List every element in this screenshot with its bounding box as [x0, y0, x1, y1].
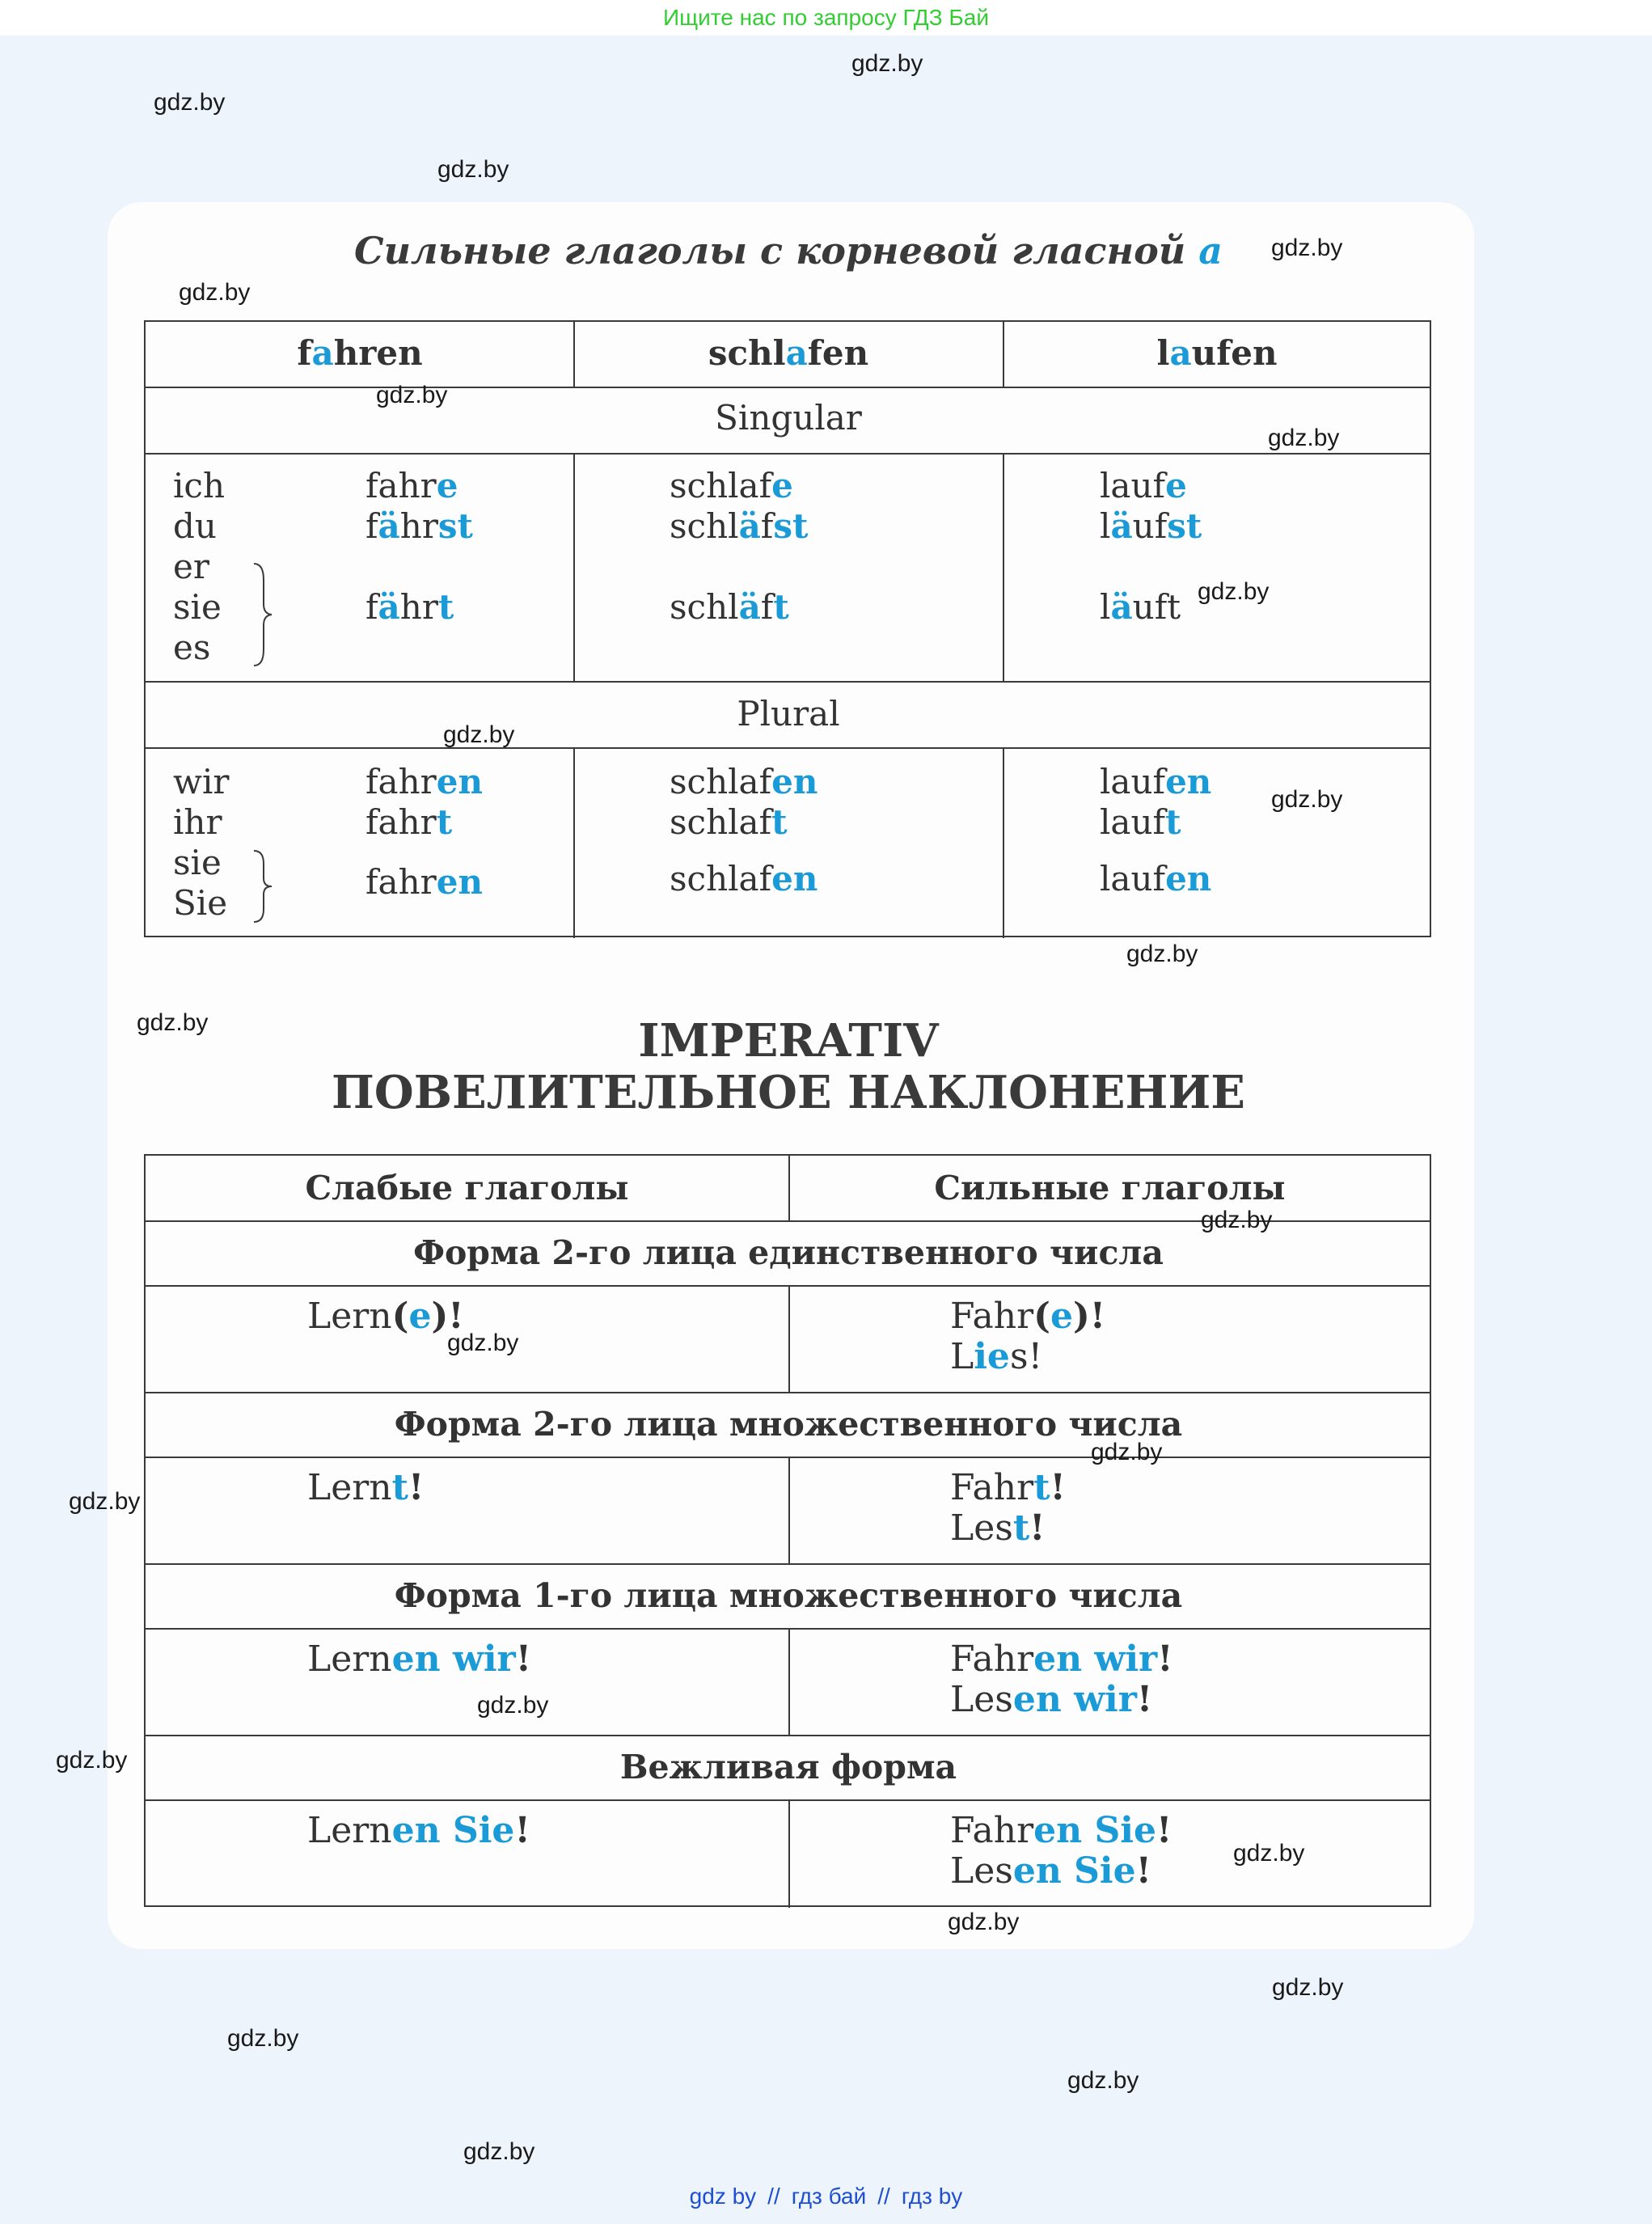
- strong-example: Fahren Sie! Lesen Sie!: [950, 1810, 1172, 1892]
- plural-pronouns: wir ihr sie Sie: [173, 762, 230, 923]
- strong-verbs-header: Сильные глаголы: [934, 1169, 1286, 1207]
- divider: [146, 1735, 1430, 1736]
- section-label: Форма 2-го лица единственного числа: [413, 1233, 1164, 1272]
- singular-pronouns: ich du er sie es: [173, 466, 226, 667]
- watermark: gdz.by: [1198, 578, 1270, 605]
- watermark: gdz.by: [463, 2138, 535, 2165]
- divider: [146, 1285, 1430, 1287]
- divider: [146, 1799, 1430, 1801]
- plural-laufen-forms: laufen lauft laufen: [1100, 762, 1212, 898]
- footer-links: [0, 2184, 1652, 2209]
- watermark: gdz.by: [948, 1909, 1020, 1935]
- divider: [146, 681, 1430, 683]
- watermark: gdz.by: [376, 382, 448, 408]
- strong-verbs-table: [144, 320, 1431, 937]
- divider: [573, 322, 575, 387]
- divider: [1003, 453, 1004, 681]
- verb-header-laufen: laufen: [1156, 333, 1278, 373]
- section-label: Вежливая форма: [619, 1748, 957, 1786]
- plural-schlafen-forms: schlafen schlaft schlafen: [670, 762, 818, 898]
- strong-verbs-title: [146, 229, 1431, 273]
- watermark: gdz.by: [437, 156, 509, 183]
- divider: [788, 1799, 790, 1908]
- divider: [146, 747, 1430, 749]
- watermark: gdz.by: [1233, 1840, 1305, 1867]
- divider: [573, 747, 575, 938]
- divider: [1003, 322, 1004, 387]
- weak-verbs-header: Слабые глаголы: [305, 1169, 629, 1207]
- strong-example: Fahr(e)! Lies!: [950, 1296, 1106, 1377]
- watermark: gdz.by: [56, 1747, 128, 1774]
- imperativ-title-ru: ПОВЕЛИТЕЛЬНОЕ НАКЛОНЕНИЕ: [332, 1066, 1245, 1119]
- watermark: gdz.by: [1271, 235, 1343, 261]
- footer-link[interactable]: gdz by: [689, 2184, 757, 2209]
- divider: [1003, 747, 1004, 938]
- watermark: gdz.by: [1091, 1439, 1163, 1465]
- watermark: gdz.by: [1201, 1207, 1273, 1233]
- divider: [146, 1392, 1430, 1393]
- strong-example: Fahren wir! Lesen wir!: [950, 1638, 1173, 1720]
- title-vowel: a: [1198, 229, 1223, 273]
- singular-label: Singular: [715, 398, 862, 438]
- divider: [146, 1563, 1430, 1565]
- plural-fahren-forms: fahren fahrt fahren: [365, 762, 483, 902]
- divider: [788, 1285, 790, 1392]
- divider: [146, 453, 1430, 455]
- watermark: gdz.by: [69, 1488, 141, 1515]
- divider: [573, 453, 575, 681]
- watermark: gdz.by: [179, 279, 251, 306]
- watermark: gdz.by: [227, 2025, 299, 2052]
- watermark: gdz.by: [154, 89, 226, 116]
- footer-link[interactable]: гдз by: [901, 2184, 963, 2209]
- watermark: gdz.by: [447, 1330, 519, 1356]
- divider: [788, 1628, 790, 1735]
- verb-header-fahren: fahren: [297, 333, 423, 373]
- top-banner[interactable]: Ищите нас по запросу ГДЗ Бай: [0, 0, 1652, 36]
- verb-header-schlafen: schlafen: [708, 333, 869, 373]
- strong-example: Fahrt! Lest!: [950, 1467, 1066, 1549]
- imperativ-title: [146, 1015, 1431, 1118]
- watermark: gdz.by: [1126, 941, 1198, 967]
- watermark: gdz.by: [1067, 2067, 1139, 2094]
- imperativ-title-de: IMPERATIV: [638, 1014, 939, 1068]
- divider: [146, 1457, 1430, 1458]
- footer-separator: //: [877, 2184, 890, 2209]
- weak-example: Lernt!: [307, 1467, 425, 1508]
- watermark: gdz.by: [477, 1692, 549, 1719]
- singular-fahren-forms: fahre fährst fährt: [365, 466, 473, 627]
- weak-example: Lernen wir!: [307, 1638, 532, 1680]
- section-label: Форма 1-го лица множественного числа: [394, 1576, 1183, 1615]
- watermark: gdz.by: [851, 50, 923, 77]
- plural-label: Plural: [737, 694, 840, 734]
- watermark: gdz.by: [1271, 786, 1343, 813]
- singular-schlafen-forms: schlafe schläfst schläft: [670, 466, 809, 627]
- watermark: gdz.by: [137, 1009, 209, 1036]
- divider: [788, 1457, 790, 1563]
- section-label: Форма 2-го лица множественного числа: [394, 1405, 1183, 1444]
- imperativ-table: [144, 1154, 1431, 1907]
- watermark: gdz.by: [1272, 1974, 1344, 2001]
- footer-link[interactable]: гдз бай: [791, 2184, 867, 2209]
- weak-example: Lern(e)!: [307, 1296, 464, 1337]
- watermark: gdz.by: [1268, 425, 1340, 451]
- divider: [146, 1628, 1430, 1630]
- divider: [146, 387, 1430, 388]
- weak-example: Lernen Sie!: [307, 1810, 530, 1851]
- brace-icon: [251, 562, 275, 667]
- footer-separator: //: [767, 2184, 780, 2209]
- divider: [788, 1156, 790, 1220]
- singular-laufen-forms: laufe läufst läuft: [1100, 466, 1202, 627]
- title-text: Сильные глаголы с корневой гласной: [353, 229, 1199, 273]
- watermark: gdz.by: [443, 721, 515, 748]
- brace-icon: [251, 849, 275, 924]
